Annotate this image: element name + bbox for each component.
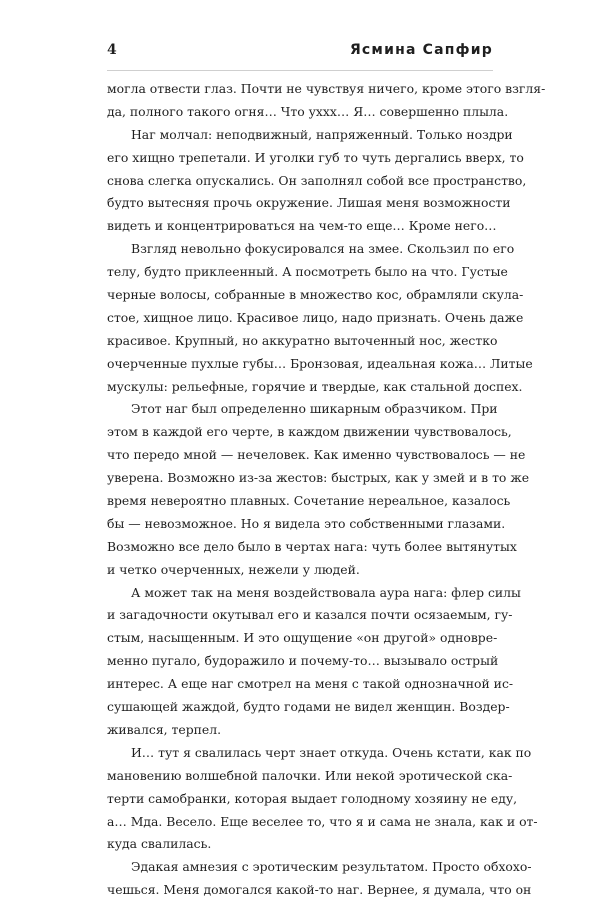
text-line: красивое. Крупный, но аккуратно выточенный нос, жестко (107, 332, 498, 348)
text-line: чешься. Меня домогался какой-то наг. Вернее, я думала, что он (107, 882, 532, 898)
text-line: интерес. А еще наг смотрел на меня с такой однозначной ис- (107, 676, 514, 692)
text-line: черные волосы, собранные в множество кос, обрамляли скула- (107, 287, 524, 303)
text-line: и загадочности окутывал его и казался почти осязаемым, гу- (107, 607, 513, 623)
text-line: стое, хищное лицо. Красивое лицо, надо признать. Очень даже (107, 309, 524, 325)
text-line: да, полного такого огня… Что уххх… Я… совершенно плыла. (107, 103, 509, 119)
text-line: бы — невозможное. Но я видела это собственными глазами. (107, 515, 506, 531)
text-line: Этот наг был определенно шикарным образчиком. При (131, 401, 498, 417)
text-line: менно пугало, будоражило и почему-то… вызывало острый (107, 653, 499, 669)
text-line: снова слегка опускались. Он заполнял собой все пространство, (107, 172, 527, 188)
text-line: этом в каждой его черте, в каждом движении чувствовалось, (107, 424, 512, 440)
text-line: мановению волшебной палочки. Или некой эротической ска- (107, 767, 513, 783)
page-number: 4 (107, 42, 118, 58)
running-header (107, 42, 493, 62)
text-line: что передо мной — нечеловек. Как именно чувствовалось — не (107, 447, 526, 463)
text-line: стым, насыщенным. И это ощущение «он другой» одновре- (107, 630, 498, 646)
text-line: Эдакая амнезия с эротическим результатом. Просто обхохо- (131, 859, 532, 875)
text-line: уверена. Возможно из-за жестов: быстрых, как у змей и в то же (107, 470, 530, 486)
text-line: телу, будто приклеенный. А посмотреть было на что. Густые (107, 264, 508, 280)
text-line: и четко очерченных, нежели у людей. (107, 561, 360, 577)
text-line: будто вытесняя прочь окружение. Лишая меня возможности (107, 195, 511, 211)
text-line: А может так на меня воздействовала аура нага: флер силы (131, 584, 521, 600)
text-line: живался, терпел. (107, 721, 222, 737)
text-line: его хищно трепетали. И уголки губ то чуть дергались вверх, то (107, 149, 524, 165)
author-name: Ясмина Сапфир (349, 42, 493, 58)
text-line: мускулы: рельефные, горячие и твердые, как стальной доспех. (107, 378, 523, 394)
text-line: Возможно все дело было в чертах нага: чуть более вытянутых (107, 538, 517, 554)
text-line: могла отвести глаз. Почти не чувствуя ничего, кроме этого взгля- (107, 81, 546, 96)
text-line: сушающей жаждой, будто годами не видел женщин. Воздер- (107, 699, 510, 715)
text-line: Наг молчал: неподвижный, напряженный. Только ноздри (131, 126, 513, 142)
text-line: видеть и концентрироваться на чем-то еще… Кроме него… (107, 218, 497, 234)
text-line: время невероятно плавных. Сочетание нереальное, казалось (107, 493, 511, 509)
body-text (107, 78, 546, 902)
text-line: куда свалилась. (107, 836, 212, 852)
text-line: а… Мда. Весело. Еще веселее то, что я и сама не знала, как и от- (107, 813, 538, 829)
text-line: И… тут я свалилась черт знает откуда. Очень кстати, как по (131, 744, 532, 760)
text-line: Взгляд невольно фокусировался на змее. Скользил по его (131, 241, 515, 257)
header-divider (107, 70, 493, 71)
text-line: очерченные пухлые губы… Бронзовая, идеальная кожа… Литые (107, 355, 533, 371)
text-line: терти самобранки, которая выдает голодному хозяину не еду, (107, 790, 518, 806)
